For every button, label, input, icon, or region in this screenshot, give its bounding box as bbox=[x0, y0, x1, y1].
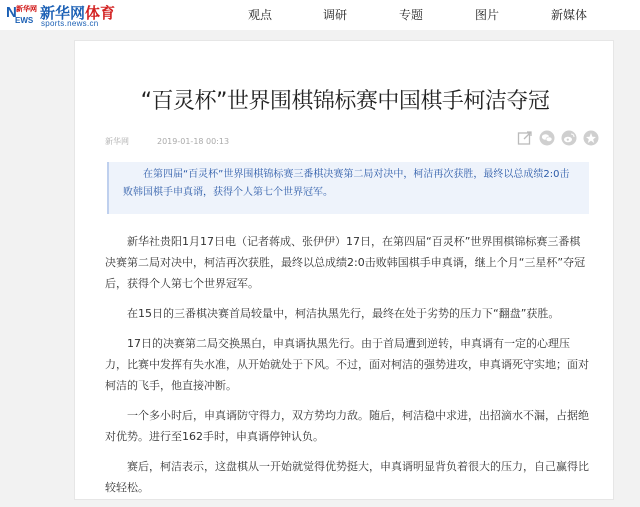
article-summary: 在第四届“百灵杯”世界围棋锦标赛三番棋决赛第二局对决中，柯洁再次获胜，最终以总成绩2:0击败韩国棋手申真谞，获得个人第七个世界冠军。 bbox=[107, 162, 589, 214]
article-paragraph: 在15日的三番棋决赛首局较量中，柯洁执黑先行，最终在处于劣势的压力下“翻盘”获胜。 bbox=[127, 307, 560, 320]
logo-letter: N bbox=[6, 4, 17, 21]
logo-url: sports.news.cn bbox=[41, 19, 99, 28]
nav-item-photos[interactable]: 图片 bbox=[475, 8, 500, 22]
article-card bbox=[74, 40, 614, 500]
top-bar bbox=[0, 0, 640, 30]
article-title: “百灵杯”世界围棋锦标赛中国棋手柯洁夺冠 bbox=[140, 89, 550, 114]
article-paragraph: 新华社贵阳1月17日电（记者蒋成、张伊伊）17日，在第四届“百灵杯”世界围棋锦标赛三番棋决赛第二局对决中，柯洁再次获胜，最终以总成绩2:0击败韩国棋手申真谞，继上个月“三星杯”夺冠后，获得个人第七个世界冠军。 bbox=[105, 235, 586, 290]
qzone-icon[interactable] bbox=[583, 130, 599, 146]
share-out-icon[interactable] bbox=[517, 130, 533, 146]
share-bar bbox=[517, 130, 599, 148]
article-paragraph: 17日的决赛第二局交换黑白，申真谞执黑先行。由于首局遭到逆转，申真谞有一定的心理压力，比赛中发挥有失水准，从开始就处于下风。不过，面对柯洁的强势进攻，申真谞死守实地；面对柯洁的飞手，他直接冲断。 bbox=[105, 337, 589, 392]
article-paragraph: 一个多小时后，申真谞防守得力，双方势均力敌。随后，柯洁稳中求进，出招滴水不漏，占据绝对优势。进行至162手时，申真谞停钟认负。 bbox=[105, 409, 589, 443]
nav-item-new-media[interactable]: 新媒体 bbox=[551, 8, 588, 22]
main-nav bbox=[0, 6, 640, 24]
weibo-icon[interactable] bbox=[561, 130, 577, 146]
article-paragraph: 赛后，柯洁表示，这盘棋从一开始就觉得优势挺大，申真谞明显背负着很大的压力，自己赢得比较轻松。 bbox=[105, 460, 589, 494]
nav-item-research[interactable]: 调研 bbox=[323, 8, 348, 22]
article-datetime: 2019-01-18 00:13 bbox=[157, 137, 230, 146]
logo-name-sub: 体育 bbox=[85, 4, 116, 22]
wechat-icon[interactable] bbox=[539, 130, 555, 146]
nav-item-topics[interactable]: 专题 bbox=[399, 8, 424, 22]
logo-name-main: 新华网 bbox=[40, 4, 86, 22]
nav-item-viewpoint[interactable]: 观点 bbox=[248, 8, 273, 22]
article-body bbox=[105, 231, 589, 507]
logo-badge-cn: 新华网 bbox=[16, 5, 37, 13]
logo-badge-sub: EWS bbox=[15, 16, 34, 25]
article-meta bbox=[105, 136, 229, 147]
article-source: 新华网 bbox=[105, 137, 129, 146]
